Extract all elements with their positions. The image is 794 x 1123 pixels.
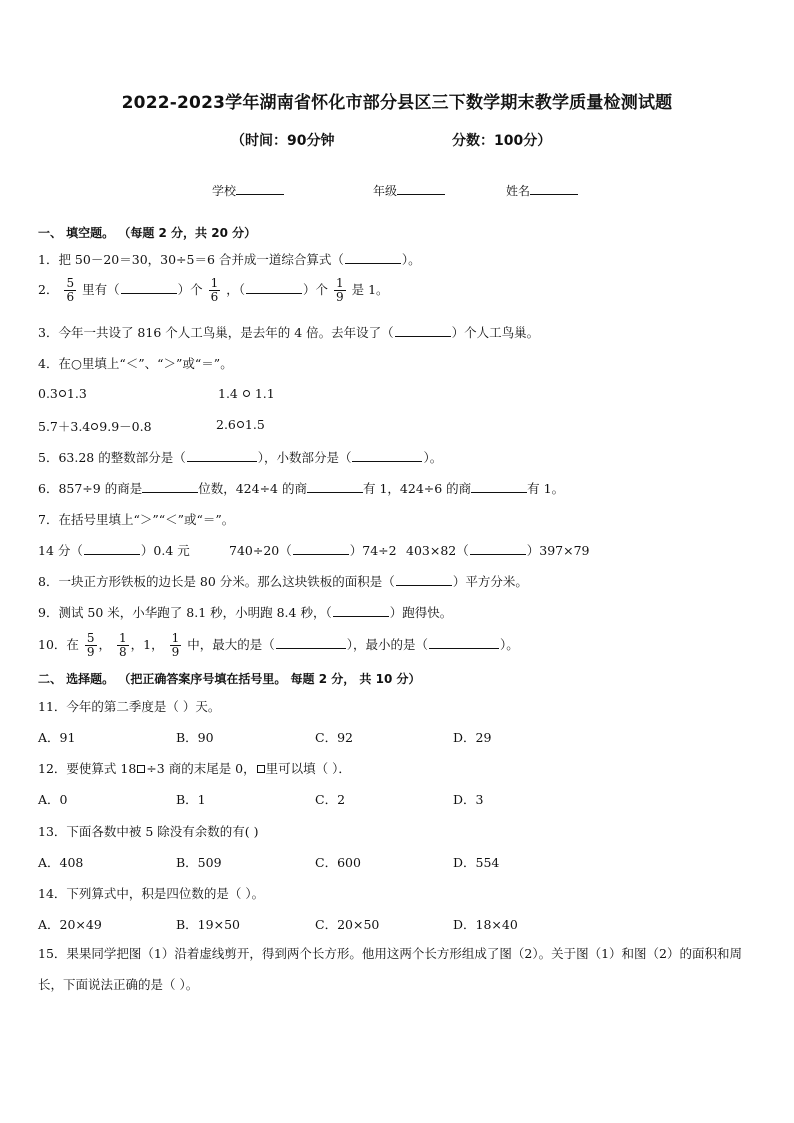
- compare-circle[interactable]: [91, 423, 98, 430]
- q1-text: 1．把 50－20＝30，30÷5＝6 合并成一道综合算式（: [38, 252, 344, 267]
- school-label: 学校: [212, 184, 237, 198]
- section-choice-title: 二、 选择题。 （把正确答案序号填在括号里。 每题 2 分， 共 10 分）: [38, 672, 421, 686]
- question-13: 13．下面各数中被 5 除没有余数的有( ): [38, 824, 259, 839]
- question-10: 10．在 $\frac{5}{9}$ ， $\frac{1}{8}$ ，1， $\frac{1}{9}$ 中，最大的是（ ），最小的是（ ）。: [38, 631, 519, 659]
- grade-field[interactable]: [373, 182, 445, 199]
- blank-box: [137, 765, 145, 773]
- q7-item-1: 14 分（ ）0.4 元: [38, 543, 190, 558]
- q7-answer-blank-3[interactable]: [470, 543, 526, 555]
- question-4: 4．在○里填上“＜”、“＞”或“＝”。: [38, 356, 233, 371]
- q14-option-a[interactable]: A．20×49: [38, 917, 102, 932]
- q7-item-2: 740÷20（ ）74÷2: [229, 543, 397, 558]
- question-11: 11．今年的第二季度是（ ）天。: [38, 699, 221, 714]
- fraction-1-9: $\frac{1}{9}$: [335, 276, 344, 304]
- q2-number: 2．: [38, 282, 59, 297]
- q6-answer-blank-2[interactable]: [307, 481, 363, 493]
- q13-option-a[interactable]: A．408: [38, 855, 84, 870]
- q4-item-3: 5.7＋3.4 9.9－0.8: [38, 419, 152, 434]
- grade-label: 年级: [373, 184, 398, 198]
- q14-option-c[interactable]: C．20×50: [315, 917, 380, 932]
- q7-item-3: 403×82（ ）397×79: [406, 543, 590, 558]
- q13-option-c[interactable]: C．600: [315, 855, 361, 870]
- name-blank[interactable]: [530, 182, 578, 195]
- q7-answer-blank-2[interactable]: [293, 543, 349, 555]
- q2-answer-blank-2[interactable]: [246, 282, 302, 294]
- q4-item-2: 1.4 1.1: [218, 386, 275, 401]
- q10-answer-blank-2[interactable]: [429, 637, 499, 649]
- q13-option-b[interactable]: B．509: [176, 855, 222, 870]
- name-field[interactable]: [506, 182, 578, 199]
- blank-box: [257, 765, 265, 773]
- score-label: 分数：100分）: [452, 133, 552, 149]
- section-fill-in-title: 一、 填空题。 （每题 2 分，共 20 分）: [38, 226, 257, 240]
- school-blank[interactable]: [236, 182, 284, 195]
- q5-answer-blank-1[interactable]: [187, 450, 257, 462]
- q6-answer-blank-1[interactable]: [142, 481, 198, 493]
- compare-circle[interactable]: [243, 390, 250, 397]
- q8-answer-blank[interactable]: [396, 574, 452, 586]
- question-2: 2． $\frac{5}{6}$ 里有（ ）个 $\frac{1}{6}$ ，（ ）个 $\frac{1}{9}$ 是 1。: [38, 276, 389, 304]
- question-9: 9．测试 50 米，小华跑了 8.1 秒，小明跑 8.4 秒，（ ）跑得快。: [38, 605, 453, 620]
- compare-circle[interactable]: [59, 390, 66, 397]
- q14-option-b[interactable]: B．19×50: [176, 917, 240, 932]
- compare-circle[interactable]: [237, 421, 244, 428]
- question-8: 8．一块正方形铁板的边长是 80 分米。那么这块铁板的面积是（ ）平方分米。: [38, 574, 528, 589]
- page-title: 2022-2023学年湖南省怀化市部分县区三下数学期末教学质量检测试题: [121, 93, 673, 113]
- school-field[interactable]: [212, 182, 284, 199]
- q5-answer-blank-2[interactable]: [352, 450, 422, 462]
- grade-blank[interactable]: [397, 182, 445, 195]
- fraction-1-9: $\frac{1}{9}$: [171, 631, 180, 659]
- q7-answer-blank-1[interactable]: [84, 543, 140, 555]
- q6-answer-blank-3[interactable]: [471, 481, 527, 493]
- fraction-1-6: $\frac{1}{6}$: [210, 276, 219, 304]
- fraction-1-8: $\frac{1}{8}$: [119, 631, 127, 659]
- q12-option-b[interactable]: B．1: [176, 792, 206, 807]
- q1-answer-blank[interactable]: [345, 252, 401, 264]
- question-1: [38, 250, 421, 268]
- fraction-5-6: $\frac{5}{6}$: [66, 276, 75, 304]
- q12-option-d[interactable]: D．3: [453, 792, 484, 807]
- q1-text-end: ）。: [401, 252, 421, 267]
- question-6: 6．857÷9 的商是 位数，424÷4 的商 有 1，424÷6 的商 有 1。: [38, 481, 565, 496]
- q4-item-1: 0.3 1.3: [38, 386, 87, 401]
- q10-answer-blank-1[interactable]: [276, 637, 346, 649]
- q11-option-d[interactable]: D．29: [453, 730, 492, 745]
- name-label: 姓名: [506, 184, 531, 198]
- q2-answer-blank-1[interactable]: [121, 282, 177, 294]
- fraction-5-9: $\frac{5}{9}$: [86, 631, 95, 659]
- question-12: 12．要使算式 18 ÷3 商的末尾是 0， 里可以填（ ）．: [38, 761, 351, 776]
- q9-answer-blank[interactable]: [333, 605, 389, 617]
- q11-option-c[interactable]: C．92: [315, 730, 353, 745]
- question-3: 3．今年一共设了 816 个人工鸟巢，是去年的 4 倍。去年设了（ ）个人工鸟巢。: [38, 325, 540, 340]
- q14-option-d[interactable]: D．18×40: [453, 917, 518, 932]
- q11-option-a[interactable]: A．91: [38, 730, 76, 745]
- q4-item-4: 2.6 1.5: [216, 417, 265, 432]
- question-14: 14．下列算式中，积是四位数的是（ ）。: [38, 886, 265, 901]
- q3-answer-blank[interactable]: [395, 325, 451, 337]
- question-15: 15．果果同学把图（1）沿着虚线剪开，得到两个长方形。他用这两个长方形组成了图（2）。关于图（1）和图（2）的面积和周长，下面说法正确的是（ ）。: [38, 946, 742, 992]
- time-label: （时间：90分钟: [231, 133, 335, 149]
- q13-option-d[interactable]: D．554: [453, 855, 500, 870]
- question-5: 5．63.28 的整数部分是（ ），小数部分是（ ）。: [38, 450, 443, 465]
- q11-option-b[interactable]: B．90: [176, 730, 214, 745]
- q12-option-a[interactable]: A．0: [38, 792, 68, 807]
- q12-option-c[interactable]: C．2: [315, 792, 346, 807]
- question-7: 7．在括号里填上“＞”“＜”或“＝”。: [38, 512, 235, 527]
